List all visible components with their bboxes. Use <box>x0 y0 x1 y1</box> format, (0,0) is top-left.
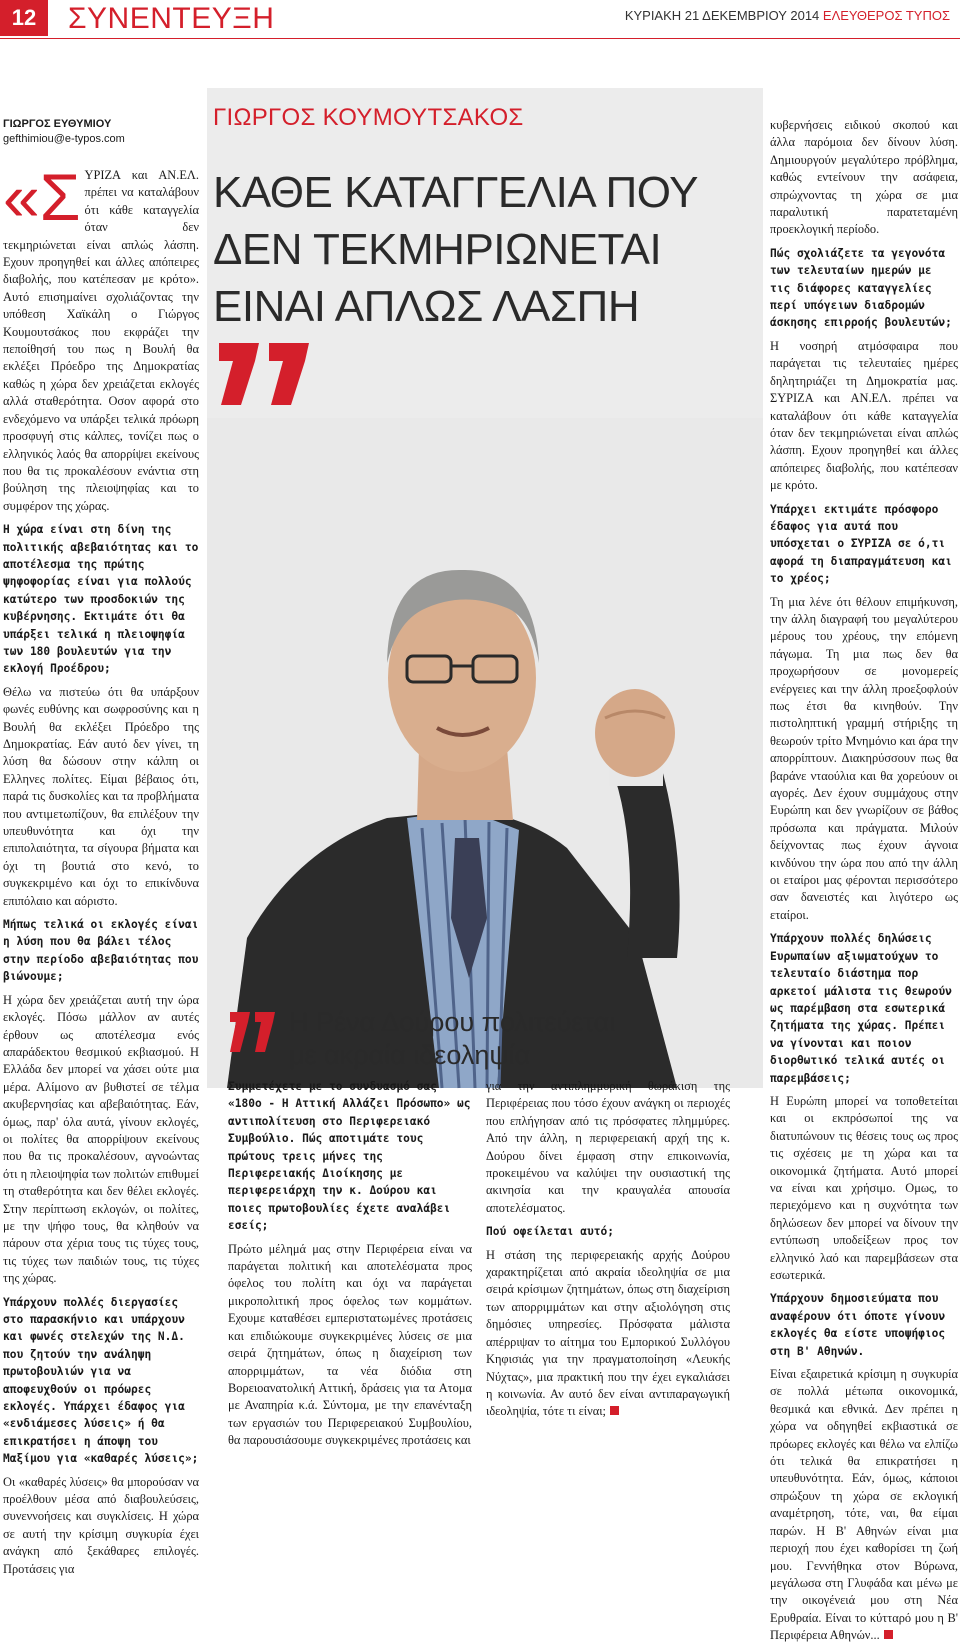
newspaper-name: ΕΛΕΥΘΕΡΟΣ ΤΥΠΟΣ <box>822 8 950 23</box>
dateline <box>625 8 950 23</box>
answer-7-text: Είναι εξαιρετικά κρίσιμη η συγκυρία σε πολλά μέτωπα οικονομικά, θεσμικά και εθνικά. Δεν πρέπει η χώρα να οδηγηθεί εκβιαστικά σε πρόωρες εκλογές και θέλω να ελπίζω ότι τελικά θα επικρατήσει η υπευθυνότητα. Εάν, όμως, κάποιοι σπρώξουν τη χώρα σε εκλογική αναμέτρηση, τότε, ναι, θα είμαι παρών. Η Β' Αθηνών είναι μια περιοχή που έχει καθορίσει τη ζωή μου. Γεννήθηκα στον Βύρωνα, μεγάλωσα στη Γλυφάδα και μένω με την οικογένειά μου στη Νέα Ερυθραία. Είναι το κύτταρό μου η Β' Περιφέρεια Αθηνών... <box>770 1367 958 1643</box>
drop-cap: «Σ <box>3 160 81 234</box>
section-title: ΣΥΝΕΝΤΕΥΞΗ <box>68 2 275 35</box>
question-2: Μήπως τελικά οι εκλογές είναι η λύση που θα βάλει τέλος στην περίοδο αβεβαιότητας που βιώνουμε; <box>3 918 199 984</box>
answer-8-continued: για την αντιπλημμυρική θωράκιση της Περιφέρειας που τόσο έχουν ανάγκη οι περιοχές που επλήγησαν από τις πρόσφατες πλημμύρες. Από την άλλη, η περιφερειακή αρχή της κ. Δούρου δίνει έμφαση στην επικοινωνία, προκειμένου να καλύψει την ουσιαστική της ακινησία και την κραυγαλέα απουσία αποτελέσματος. <box>486 1079 730 1215</box>
end-square-icon <box>884 1630 893 1639</box>
column-bottom-left <box>228 1078 472 1456</box>
interviewee-photo <box>207 418 763 1088</box>
headline-line: ΚΑΘΕ ΚΑΤΑΓΓΕΛΙΑ ΠΟΥ <box>213 168 698 217</box>
question-8: Συμμετέχετε με το συνδυασμό σας «180ο - Η Αττική Αλλάζει Πρόσωπο» ως αντιπολίτευση στο Περιφερειακό Συμβούλιο. Πώς αποτιμάτε τους πρώτους τρεις μήνες της Περιφερειακής Διοίκησης με περιφερειάρχη την κ. Δούρου και ποιες πρωτοβουλίες έχετε αναλάβει εσείς; <box>228 1080 471 1233</box>
answer-2: Η χώρα δεν χρειάζεται αυτή την ώρα εκλογές. Πόσω μάλλον αν αυτές έρθουν ως αποτέλεσμα ενός απαράδεκτου θεσμικού εκβιασμού. Η Ελλάδα δεν μπορεί να χάσει ούτε μια μέρα. Αλίμονο αν βυθιστεί σε τέλμα ακυβερνησίας και αβεβαιότητας. Εάν, όμως, παρ' όλα αυτά, γίνουν εκλογές, οι πολίτες θα απορρίψουν εκείνους που θα τις προκαλέσουν, αγνοώντας ότι η πλειοψηφία των πολιτών επιθυμεί τη σταθερότητα και δεν θέλει εκλογές. Στην περίπτωση εκλογών, οι πολίτες, με την ψήφο τους, θα κληθούν να πάρουν στα χέρια τους τις τύχες τους, τις τύχες των παιδιών τους, τις τύχες της χώρας. <box>3 992 199 1286</box>
feature-panel <box>207 88 763 1088</box>
answer-8: Πρώτο μέλημά μας στην Περιφέρεια είναι να παράγεται πολιτική και αποτελέσματα προς όφελος του πολίτη και όχι να παράγεται μικροπολιτική προς όφελος των κομμάτων. Εχουμε καταθέσει εμπεριστατωμένες προτάσεις και επιδιώκουμε συγκεκριμένες λύσεις σε μια σειρά ζητημάτων, όπως η διαχείριση των απορριμμάτων, τα νέα διόδια στη Βορειοανατολική Αττική, δράσεις για τα Ατομα με Αναπηρία κ.ά. Σύντομα, με την επανένταξη των εργασιών του Περιφερειακού Συμβουλίου, θα παρουσιάσουμε συγκεκριμένες προτάσεις και <box>228 1241 472 1448</box>
author-name: ΓΙΩΡΓΟΣ ΕΥΘΥΜΙΟΥ <box>3 118 112 130</box>
page-header <box>0 0 960 38</box>
answer-6: Η Ευρώπη μπορεί να τοποθετείται και οι εκπρόσωποί της να διατυπώνουν τις θέσεις τους ως προς τις σχέσεις με τη χώρα και τα οικονομικά ζητήματα. Αυτό μπορεί να είναι και χρήσιμο. Ομως, το περιεχόμενο και η συχνότητα των δηλώσεων δεν μπορεί να δίνουν την εντύπωση υποδείξεων προς τον ελληνικό λαό και παρεμβάσεων στα εσωτερικά. <box>770 1093 958 1282</box>
question-5: Υπάρχει εκτιμάτε πρόσφορο έδαφος για αυτά που υπόσχεται ο ΣΥΡΙΖΑ σε ό,τι αφορά τη διαπραγμάτευση και το χρέος; <box>770 502 952 586</box>
author-email[interactable]: gefthimiou@e-typos.com <box>3 133 125 145</box>
answer-9-text: Η στάση της περιφερειακής αρχής Δούρου χαρακτηρίζεται από ακραία ιδεοληψία σε μια σειρά κρίσιμων ζητημάτων, όπως στη διαχείριση των απορριμμάτων και στην αξιολόγηση στις δημόσιες υπηρεσίες. Πρόσφατα μάλιστα απέρριψαν το αίτημα του Εμπορικού Συλλόγου Κηφισιάς για την πραγματοποίηση «Λευκής Νύχτας», μια πρακτική που την έχει εγκαλιάσει η κοινωνία. Αν αυτό δεν είναι αντιπαραγωγική ιδεοληψία, τότε τι είναι; <box>486 1247 730 1419</box>
quote-mark-icon <box>215 343 313 405</box>
question-3: Υπάρχουν πολλές διεργασίες στο παρασκήνιο και υπάρχουν και φωνές στελεχών της Ν.Δ. που ζητούν την ανάληψη πρωτοβουλιών για να αποφευχθούν οι πρόωρες εκλογές. Υπάρχει έδαφος για «ενδιάμεσες λύσεις» ή θα επικρατήσει η άποψη του Μαξίμου για «καθαρές λύσεις»; <box>3 1295 199 1466</box>
answer-1: Θέλω να πιστεύω ότι θα υπάρξουν φωνές ευθύνης και σωφροσύνης και η Βουλή θα εκλέξει Πρόεδρο της Δημοκρατίας. Εάν αυτό δεν γίνει, τη λύση θα δώσουν στην κάλπη οι Ελληνες πολίτες. Είμαι βέβαιος ότι, παρά τις δυσκολίες και τα προβλήματα που αντιμετωπίζουν, θα επιλέξουν την υπευθυνότητα και όχι την επιπολαιότητα, τα σίγουρα βήματα και όχι τη βουτιά στο κενό, το συγκεκριμένο και όχι το επικίνδυνα επιπόλαιο και αόριστο. <box>3 684 199 908</box>
question-4: Πώς σχολιάζετε τα γεγονότα των τελευταίων ημερών με τις διάφορες καταγγελίες περί υπόγειων διαδρομών άσκησης επιρροής βουλευτών; <box>770 246 952 330</box>
header-rule <box>0 38 960 39</box>
answer-4: Η νοσηρή ατμόσφαιρα που παράγεται τις τελευταίες ημέρες δηλητηριάζει τη Δημοκρατία μας. ΣΥΡΙΖΑ και ΑΝ.ΕΛ. πρέπει να καταλάβουν ότι κάθε καταγγελία όταν δεν τεκμηριώνεται είναι απλώς λάσπη. Εχουν προηγηθεί και άλλες απόπειρες διαβολής, που κατέπεσαν με κρότο. <box>770 338 958 493</box>
issue-date: ΚΥΡΙΑΚΗ 21 ΔΕΚΕΜΒΡΙΟΥ 2014 <box>624 8 820 23</box>
end-square-icon <box>610 1406 619 1415</box>
headline-line: ΔΕΝ ΤΕΚΜΗΡΙΩΝΕΤΑΙ <box>213 225 662 274</box>
sub-headline <box>289 1006 615 1072</box>
headline-line: ΕΙΝΑΙ ΑΠΛΩΣ ΛΑΣΠΗ <box>213 282 640 331</box>
question-9: Πού οφείλεται αυτό; <box>486 1225 614 1239</box>
column-bottom-right <box>486 1078 730 1427</box>
quote-mark-icon <box>228 1012 278 1052</box>
page-number: 12 <box>0 0 48 36</box>
intro-paragraph <box>3 160 199 515</box>
question-1: Η χώρα είναι στη δίνη της πολιτικής αβεβαιότητας και το αποτέλεσμα της πρώτης ψηφοφορίας είναι για πολλούς κατώτερο των προσδοκιών της κυβέρνησης. Εκτιμάτε ότι θα υπάρξει τελικά η πλειοψηφία των 180 βουλευτών για την εκλογή Προέδρου; <box>3 523 199 676</box>
column-left <box>3 117 199 1584</box>
answer-3-continued: κυβερνήσεις ειδικού σκοπού και άλλα παρόμοια δεν δίνουν λύση. Δημιουργούν μεγαλύτερο πρόβλημα, καθώς εντείνουν την ασάφεια, σπρώχνοντας τη χώρα σε μια παραλυτική παρατεταμένη προεκλογική περίοδο. <box>770 118 958 237</box>
interviewee-name: ΓΙΩΡΓΟΣ ΚΟΥΜΟΥΤΣΑΚΟΣ <box>213 104 524 131</box>
column-right <box>770 117 958 1651</box>
question-6: Υπάρχουν πολλές δηλώσεις Ευρωπαίων αξιωματούχων το τελευταίο διάστημα πορ αρκετοί μάλιστα τις θεωρούν ως παρέμβαση στα εσωτερικά ζητήματα της χώρας. Πρέπει να γίνονται και ποιον διορθωτικό τελικά αυτές οι παρεμβάσεις; <box>770 932 952 1085</box>
answer-7 <box>770 1366 958 1645</box>
answer-5: Τη μια λένε ότι θέλουν επιμήκυνση, την άλλη διαγραφή του μεγαλύτερου μέρους του χρέους, την επόμενη πάγωμα. Τη μια πως δεν θα προχωρήσουν σε μονομερείς ενέργειες και την άλλη προεξοφλούν πως έτσι θα κινηθούν. Την πιστοληπτική γραμμή στήριξης τη θεωρούν τρίτο Μνημόνιο και άρα την απορρίπτουν. Διακηρύσσουν πως θα βαράνε νταούλια και θα χορεύουν οι αγορές. Δεν έχουν συμμάχους στην Ευρώπη και δεν γνωρίζουν σε βάθος πρόσωπα και πράγματα. Μιλούν δείχνοντας πως έχουν άγνοια κινδύνου την ώρα που από την άλλη οι εταίροι μας φέρονται περισσότερο σαν δανειστές και λιγότερο ως εταίροι. <box>770 594 958 922</box>
answer-9 <box>486 1247 730 1421</box>
main-headline <box>213 164 761 335</box>
question-7: Υπάρχουν δημοσιεύματα που αναφέρουν ότι όποτε γίνουν εκλογές θα είστε υποψήφιος στη Β' Αθηνών. <box>770 1292 946 1358</box>
intro-text: ΥΡΙΖΑ και ΑΝ.ΕΛ. πρέπει να καταλάβουν ότι κάθε καταγγελία όταν δεν τεκμηριώνεται είναι απλώς λάσπη. Εχουν προηγηθεί και άλλες απόπειρες διαβολής, που κατέπεσαν με κρότο». Αυτό επισημαίνει σχολιάζοντας την υπόθεση Χαϊκάλη ο Γιώργος Κουμουτσάκος που εκφράζει την πεποίθησή του πως η Βουλή θα εκλέξει Πρόεδρο της Δημοκρατίας καθώς η χώρα δεν χρειάζεται εκλογές αλλά σταθερότητα. Οσον αφορά στο ενδεχόμενο να υπάρξει τελικά πρόωρη προσφυγή στις κάλπες, τονίζει πως ο ελληνικός λαός θα απορρίψει εκείνους που θα τις προκαλέσουν ενάντια στη βούληση της πλειοψηφίας και το συμφέρον της χώρας. <box>3 168 199 513</box>
subhead-line: με ακραία ιδεοληψία <box>289 1040 531 1070</box>
answer-3: Οι «καθαρές λύσεις» θα μπορούσαν να προέλθουν μέσα από διαβουλεύσεις, συνεννοήσεις και συγκλίσεις. Η χώρα σε αυτή την κρίσιμη συγκυρία έχει ανάγκη από ξεκάθαρες επιλογές. Προτάσεις για <box>3 1474 199 1576</box>
subhead-line: Η Ρένα Δούρου πολιτεύεται <box>289 1007 616 1037</box>
